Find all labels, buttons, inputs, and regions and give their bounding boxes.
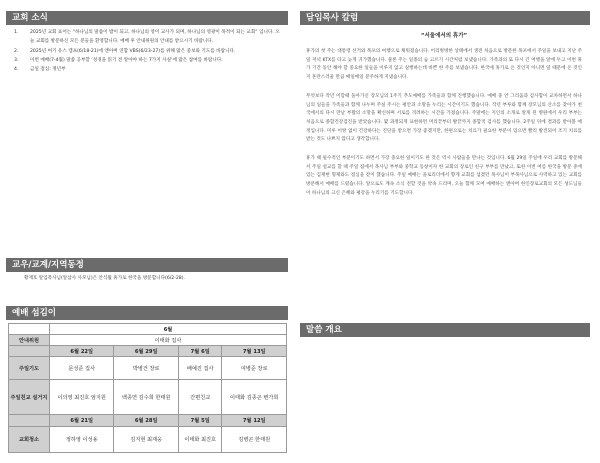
news-text: 2025년 교회 표어는 “하나님의 말씀이 밥이 되고, 하나님의 영이 교사가 되며, 하나님의 영광이 목적이 되는 교회” 입니다. 오늘 교회를 방문하신 모든 분들을 환영합니다. 예배 후 안내위원의 안내를 받으시기 바랍니다. <box>30 30 280 45</box>
table-cell <box>9 324 50 335</box>
worship-servants-title: 예배 섬김이 <box>12 308 57 318</box>
table-row <box>9 357 287 380</box>
month-header: 6월 <box>50 324 287 335</box>
date-cell: 7월 12일 <box>222 415 287 427</box>
cleaning-cell: 정하영 이성용 <box>50 427 114 453</box>
cleaning-cell: 김병곤 한태원 <box>222 427 287 453</box>
date-cell: 6월 21일 <box>50 415 114 427</box>
church-news-header <box>6 11 288 25</box>
table-row <box>9 427 287 453</box>
local-news-title: 교우/교계/지역동정 <box>12 260 84 270</box>
local-news-header <box>6 258 288 272</box>
date-cell: 7월 5일 <box>178 415 222 427</box>
table-row <box>9 335 287 346</box>
news-text: 이번 예배(7-4월) 말씀 공부할 ‘성경을 읽기 전 알아야 하는 7가지 사실’에 많은 참여를 바랍니다. <box>30 57 223 63</box>
church-news-title: 교회 소식 <box>12 13 48 23</box>
lunch-cell: 이의영 최진호 엄지원 <box>50 380 114 415</box>
news-text: 2025년 여기 유스 캠프(6/18-21)에 앤아버 연합 VBS(6/23-27)를 위해 많은 중보와 기도를 바랍니다. <box>30 48 236 54</box>
table-row <box>9 380 287 415</box>
article-paragraph: 휴가의 첫 주는 대통령 선거와 목포의 여행으로 채워졌습니다. 어리벙벙한 상태에서 생전 처음으로 방문한 목포에서 주일을 보내고 지난 주일 저녁 KTX를 타고 늦게 귀가했습니다. 물론 주는 일종의 숨 고르기 시간처럼 보냈습니다. 가족과의 또 다시 긴 여행을 앞에 두고 이번 휴가 기간 동안 해야 할 중요한 일들을 이루지 않고 실행하는데 바쁜 한 주를 보냈습니다. 한국에 휴가로 온 것인지 아니면 일 때문에 온 것인지 혼란스러울 만큼 매일매일 분주하게 지냈습니다. <box>306 49 582 81</box>
article-title: “서울에서의 휴가” <box>420 33 468 39</box>
date-cell: 6월 28일 <box>114 415 178 427</box>
prayer-cell: 박병건 장로 <box>114 357 178 380</box>
lunch-cell: 백종연 김수희 한태원 <box>114 380 178 415</box>
prayer-cell: 문성준 집사 <box>50 357 114 380</box>
news-number: 1. <box>14 30 19 35</box>
news-item <box>14 65 282 74</box>
news-item <box>14 28 282 47</box>
church-news-list <box>14 28 282 74</box>
table-cell <box>9 346 50 357</box>
lunch-cell: 간편친교 <box>178 380 222 415</box>
table-row <box>9 324 287 335</box>
date-cell: 7월 13일 <box>222 346 287 357</box>
worship-schedule-table <box>8 323 287 453</box>
news-number: 2. <box>14 48 19 54</box>
news-number: 3. <box>14 57 19 63</box>
lunch-cell: 이태화 김종곤 변가희 <box>222 380 287 415</box>
table-cell <box>9 415 50 427</box>
news-item <box>14 47 282 56</box>
cleaning-label: 교회청소 <box>9 427 50 453</box>
date-cell: 6월 29일 <box>114 346 178 357</box>
pastor-column-header <box>300 11 590 25</box>
worship-servants-header <box>6 306 288 320</box>
news-item <box>14 56 282 65</box>
article-paragraph: 무엇보다 작년 이맘때 돌아가신 장모님의 1주기 추도예배를 가족들과 함께 진행했습니다. 예배 중 안 그리움과 감사함이 교차하면서 하나님의 일들을 가족들과 함께 나누며 주실 주시는 평안과 소망을 누리는 시간이기도 했습니다. 작년 부루와 함께 장모님의 산소를 찾아가 천국에서의 다시 만날 부활의 소망을 확신하며 서로를 격려하는 시간을 가졌습니다. 주말에는 지인의 소개로 알게 된 병원에서 우리 부부는 처음으로 종합건강검진을 받았습니다. 몇 과정되게 표현하면 머리끝부터 발끝까지 종합적 검사를 했습니다. 2주일 뒤에 결과를 받아볼 예정입니다. 미루 어쌍 없이 건강하다는 진단을 받으면 가장 좋겠지만, 한편으로는 치료가 필요한 부분이 있으면 빨리 발견되어 조기 치료를 받는 것도 나쁘지 않다고 생각합니다. <box>306 93 582 143</box>
local-news-text: 황재호 알입폭사님(알삼사 사모님)은 안식월 휴가로 한국을 방문합니다(6/2-28). <box>24 276 185 281</box>
article-paragraph: 휴가 때 필수적인 부분이기도 하면서 가장 중요한 일이기도 한 것은 역시 사람들을 만나는 것입니다. 6월 29일 주일에 우리 교회를 방문해서 주일 설교를 할 때 주일 집에서 목사님 부부와 중학교 동창이자 한 교회의 장로인 친구 부부를 만났고, 또한 이번 여름 한국을 방문 중에 있는 김재현 형제와도 점심을 같이 했습니다. 주일 예배는 졸로리더에서 향게 교회를 섬겼던 목사님이 부목사님으로 사역하고 있는 교회를 방문해서 예배를 드렸습니다. 앞으로도 계속 소식 전할 것을 약속 드리며, 오늘 함께 모여 예배하는 앤아버 한인장로교회의 모든 성도님들이 하나님의 크신 은혜와 평강을 누리기를 기도합니다. <box>306 156 582 196</box>
date-cell: 6월 22일 <box>50 346 114 357</box>
cleaning-cell: 이태화 최진호 <box>178 427 222 453</box>
table-row <box>9 346 287 357</box>
guide-label: 안내위원 <box>9 335 50 346</box>
prayer-cell: 여병준 장로 <box>222 357 287 380</box>
cleaning-cell: 김지현 최재웅 <box>114 427 178 453</box>
guide-value: 이태화 집사 <box>50 335 287 346</box>
sermon-outline-header <box>300 323 590 337</box>
news-number: 4. <box>14 67 19 73</box>
pastor-column-title: 담임목사 칼럼 <box>306 13 359 23</box>
date-cell: 7월 6일 <box>178 346 222 357</box>
news-text: 금일 점심: 정년부 <box>30 67 66 73</box>
pastor-column-article <box>306 28 582 209</box>
table-row <box>9 415 287 427</box>
prayer-label: 주일기도 <box>9 357 50 380</box>
prayer-cell: 배예진 집사 <box>178 357 222 380</box>
sermon-outline-title: 말씀 개요 <box>306 325 342 335</box>
lunch-label: 주일친교 설거지 <box>9 380 50 415</box>
